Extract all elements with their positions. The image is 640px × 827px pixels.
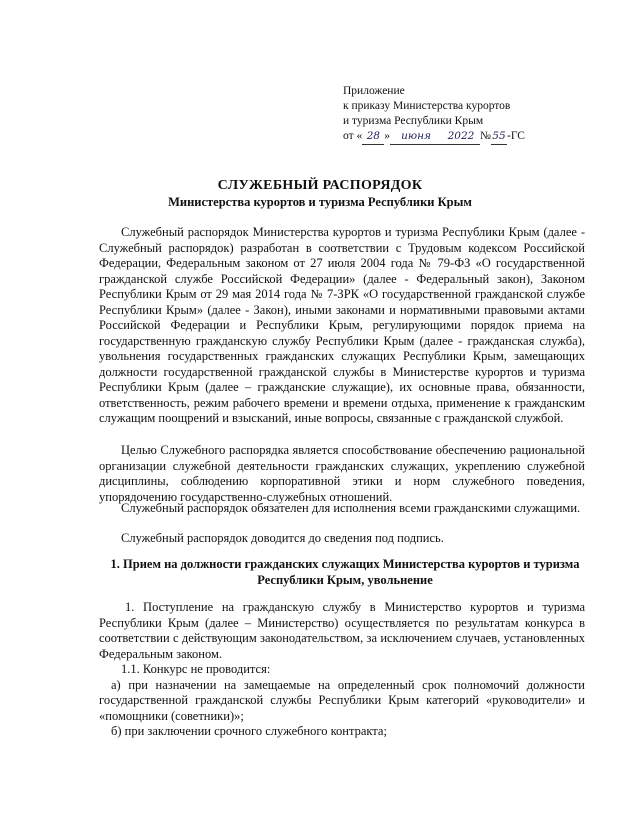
- order-number-suffix: -ГС: [506, 130, 525, 142]
- point-1-block: [99, 600, 585, 662]
- date-year: 2022: [442, 129, 480, 145]
- item-a-paragraph: а) при назначении на замещаемые на определенный срок полномочий должности государственной гражданской службы Республики Крым категорий «руководители» и «помощники (советники)»;: [99, 677, 585, 723]
- point-1-paragraph: 1. Поступление на гражданскую службу в Министерство курортов и туризма Республики Крым (далее – Министерство) осуществляется по результатам конкурса в соответствии с действующим законодательством, за исключением случаев, установленных Федеральным законом.: [99, 600, 585, 661]
- date-month: июня: [390, 129, 442, 145]
- mandatory-paragraph: Служебный распорядок обязателен для исполнения всеми гражданскими служащими.: [121, 501, 581, 515]
- point-1-1-paragraph: 1.1. Конкурс не проводится:: [121, 662, 271, 676]
- communicated-paragraph: Служебный распорядок доводится до сведения под подпись.: [121, 531, 444, 545]
- approval-block: [343, 84, 543, 145]
- approval-date-line: [343, 129, 543, 145]
- goal-block: [99, 443, 585, 505]
- date-mid: »: [384, 130, 390, 142]
- mandatory-block: [99, 501, 585, 517]
- goal-paragraph: Целью Служебного распорядка является способствование обеспечению рациональной организации служебной деятельности гражданских служащих, укреплению служебной дисциплины, соблюдению корпоративной этики и норм служебного поведения, упорядочению государственно-служебных отношений.: [99, 443, 585, 504]
- document-subtitle: Министерства курортов и туризма Республики Крым: [168, 195, 472, 209]
- section-1-heading: 1. Прием на должности гражданских служащих Министерства курортов и туризма Республики Крым, увольнение: [110, 557, 580, 587]
- communicated-block: [99, 531, 585, 547]
- document-title: СЛУЖЕБНЫЙ РАСПОРЯДОК: [217, 178, 423, 193]
- order-number: 55: [491, 129, 507, 145]
- date-prefix: от «: [343, 130, 363, 142]
- date-day: 28: [362, 129, 384, 145]
- intro-paragraph: Служебный распорядок Министерства курортов и туризма Республики Крым (далее - Служебный распорядок) разработан в соответствии с Трудовым кодексом Российской Федерации, Федеральным законом от 27 июля 2004 года № 79-ФЗ «О государственной гражданской службе Российской Федерации» (далее - Федеральный закон), Законом Республики Крым от 29 мая 2014 года № 7-ЗРК «О государственной гражданской службе Республики Крым» (далее - Закон), иными законами и нормативными правовыми актами Российской Федерации и Республики Крым, регулирующими порядок приема на государственную гражданскую службу Республики Крым (далее - гражданская служба), увольнения государственных гражданских служащих Республики Крым, замещающих должности государственной гражданской службы в Министерстве курортов и туризма Республики Крым (далее – гражданские служащие), их основные права, обязанности, ответственность, режим рабочего времени и времени отдыха, применение к гражданским служащим поощрений и взысканий, иные вопросы, связанные с гражданской службой.: [99, 225, 585, 425]
- item-b-paragraph: б) при заключении срочного служебного контракта;: [111, 724, 387, 738]
- intro-block: [99, 225, 585, 427]
- approval-line-2: к приказу Министерства курортов: [343, 100, 511, 112]
- point-1-1-block: [99, 662, 585, 740]
- approval-line-3: и туризма Республики Крым: [343, 115, 484, 127]
- approval-line-1: Приложение: [343, 85, 405, 97]
- order-number-prefix: №: [480, 130, 491, 142]
